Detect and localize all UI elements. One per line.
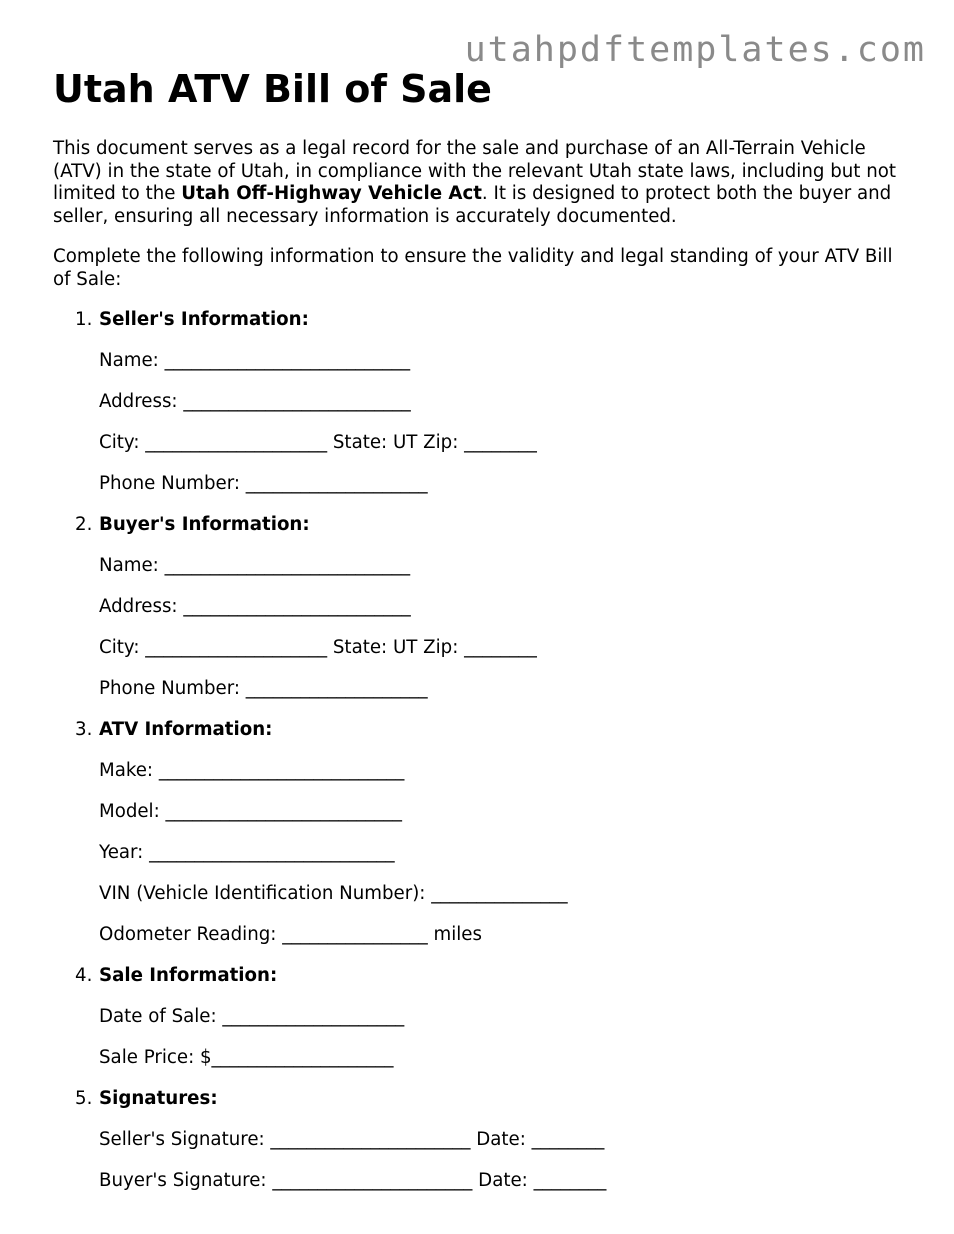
buyer-name-field[interactable]: Name: ___________________________	[99, 555, 411, 576]
atv-heading: ATV Information:	[99, 719, 273, 740]
buyer-city-state-zip-field[interactable]: City: ____________________ State: UT Zip: ________	[99, 637, 537, 658]
sale-date-field[interactable]: Date of Sale: ____________________	[99, 1006, 405, 1027]
seller-heading: Seller's Information:	[99, 309, 309, 330]
atv-vin-field[interactable]: VIN (Vehicle Identification Number): _______________	[99, 883, 568, 904]
atv-odometer-field[interactable]: Odometer Reading: ________________ miles	[99, 924, 482, 945]
buyer-heading: Buyer's Information:	[99, 514, 310, 535]
sale-price-field[interactable]: Sale Price: $____________________	[99, 1047, 394, 1068]
intro-paragraph	[53, 138, 903, 228]
section-number: 5.	[75, 1088, 93, 1109]
section-number: 2.	[75, 514, 93, 535]
atv-model-field[interactable]: Model: __________________________	[99, 801, 402, 822]
sale-heading: Sale Information:	[99, 965, 278, 986]
seller-signature-field[interactable]: Seller's Signature: ______________________ Date: ________	[99, 1129, 605, 1150]
seller-address-field[interactable]: Address: _________________________	[99, 391, 411, 412]
seller-phone-field[interactable]: Phone Number: ____________________	[99, 473, 428, 494]
atv-year-field[interactable]: Year: ___________________________	[99, 842, 395, 863]
act-name: Utah Off-Highway Vehicle Act	[181, 183, 482, 204]
watermark: utahpdftemplates.com	[464, 30, 926, 70]
section-number: 4.	[75, 965, 93, 986]
intro-text-2: . It is designed to protect both the buyer and seller, ensuring all necessary information is accurately documented.	[53, 183, 892, 227]
atv-make-field[interactable]: Make: ___________________________	[99, 760, 405, 781]
buyer-signature-field[interactable]: Buyer's Signature: ______________________ Date: ________	[99, 1170, 607, 1191]
section-number: 1.	[75, 309, 93, 330]
section-number: 3.	[75, 719, 93, 740]
seller-city-state-zip-field[interactable]: City: ____________________ State: UT Zip: ________	[99, 432, 537, 453]
intro-text-1: This document serves as a legal record for the sale and purchase of an All-Terrain Vehicle (ATV) in the state of Utah, in compliance with the relevant Utah state laws, including but not limited to the	[53, 138, 896, 204]
instruction-paragraph: Complete the following information to ensure the validity and legal standing of your ATV Bill of Sale:	[53, 246, 893, 290]
seller-name-field[interactable]: Name: ___________________________	[99, 350, 411, 371]
signatures-heading: Signatures:	[99, 1088, 218, 1109]
buyer-address-field[interactable]: Address: _________________________	[99, 596, 411, 617]
page-title: Utah ATV Bill of Sale	[53, 67, 492, 111]
buyer-phone-field[interactable]: Phone Number: ____________________	[99, 678, 428, 699]
